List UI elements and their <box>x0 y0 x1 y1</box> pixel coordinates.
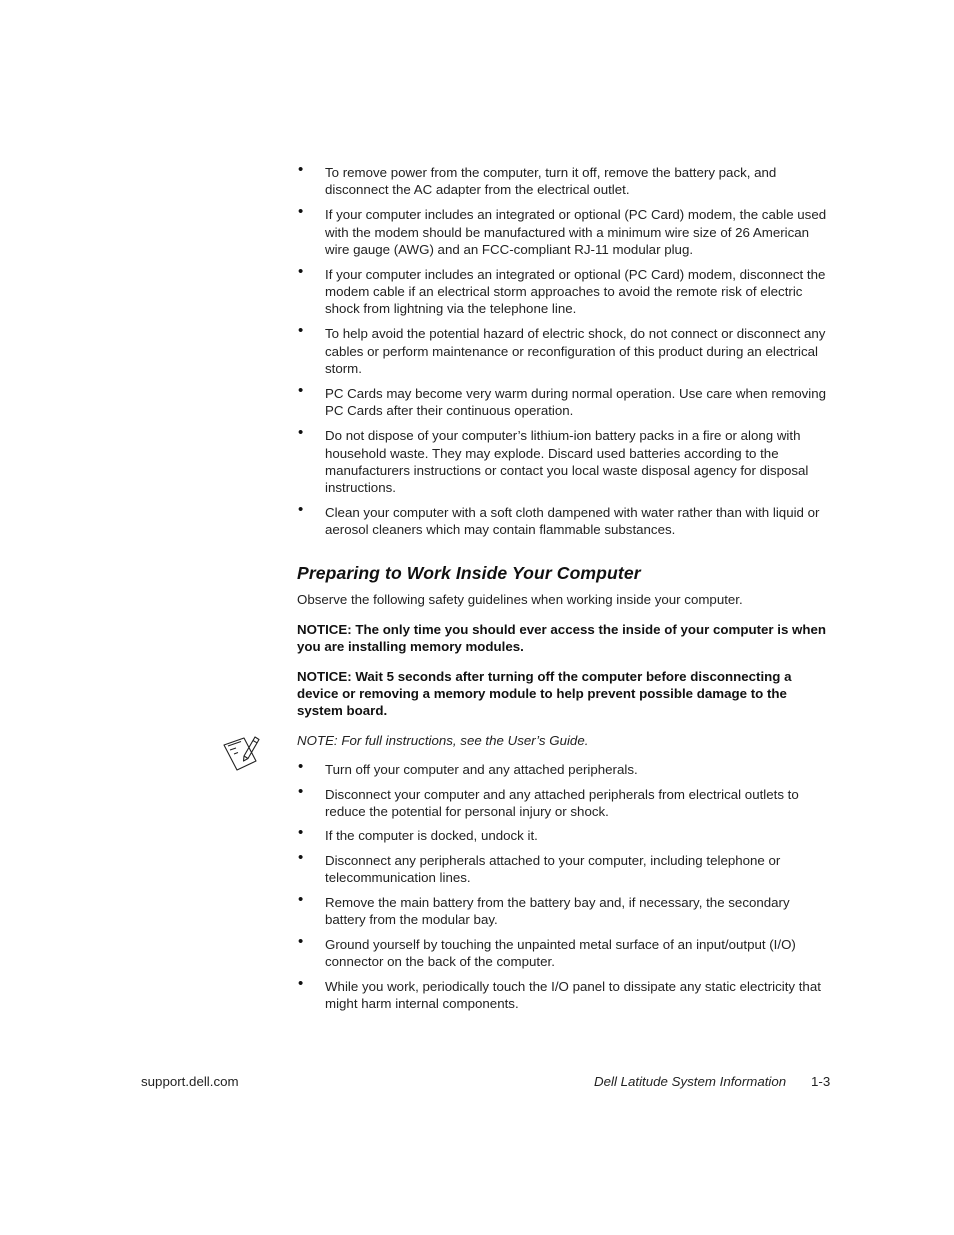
list-item: • Disconnect any peripherals attached to your computer, including telephone or telecommunication lines. <box>297 852 832 887</box>
notice-memory-access: NOTICE: The only time you should ever access the inside of your computer is when you are installing memory modules. <box>297 622 827 655</box>
list-item: • Turn off your computer and any attached peripherals. <box>297 761 832 778</box>
list-item: • Disconnect your computer and any attached peripherals from electrical outlets to reduce the potential for personal injury or shock. <box>297 786 832 821</box>
note-pencil-icon <box>222 733 262 773</box>
notice-wait-seconds: NOTICE: Wait 5 seconds after turning off the computer before disconnecting a device or removing a memory module to help prevent possible damage to the system board. <box>297 669 792 719</box>
list-item: • If your computer includes an integrated or optional (PC Card) modem, the cable used with the modem should be manufactured with a minimum wire size of 26 American wire gauge (AWG) and an FCC-compliant RJ-11 modular plug. <box>297 206 832 258</box>
footer-website: support.dell.com <box>141 1074 239 1089</box>
list-item: • Do not dispose of your computer’s lithium-ion battery packs in a fire or along with household waste. They may explode. Discard used batteries according to the manufacturers instructions or contact you local waste disposal agency for disposal instructions. <box>297 427 832 496</box>
list-item: • While you work, periodically touch the I/O panel to dissipate any static electricity that might harm internal components. <box>297 978 832 1013</box>
page-number: 1-3 <box>811 1074 831 1089</box>
list-item: • Ground yourself by touching the unpainted metal surface of an input/output (I/O) connector on the back of the computer. <box>297 936 832 971</box>
steps-bullet-list <box>297 761 832 1020</box>
note-text: NOTE: For full instructions, see the User’s Guide. <box>297 733 589 748</box>
list-item: • Clean your computer with a soft cloth dampened with water rather than with liquid or aerosol cleaners which may contain flammable substances. <box>297 504 832 539</box>
list-item: • To remove power from the computer, turn it off, remove the battery pack, and disconnect the AC adapter from the electrical outlet. <box>297 164 832 199</box>
safety-bullet-list <box>297 164 832 546</box>
footer-title: Dell Latitude System Information <box>594 1074 787 1089</box>
list-item: • Remove the main battery from the battery bay and, if necessary, the secondary battery from the modular bay. <box>297 894 832 929</box>
list-item: • PC Cards may become very warm during normal operation. Use care when removing PC Cards after their continuous operation. <box>297 385 832 420</box>
list-item: • If the computer is docked, undock it. <box>297 827 832 844</box>
list-item: • If your computer includes an integrated or optional (PC Card) modem, disconnect the modem cable if an electrical storm approaches to avoid the remote risk of electric shock from lightning via the telephone line. <box>297 266 832 318</box>
list-item: • To help avoid the potential hazard of electric shock, do not connect or disconnect any cables or perform maintenance or reconfiguration of this product during an electrical storm. <box>297 325 832 377</box>
section-intro: Observe the following safety guidelines when working inside your computer. <box>297 592 743 607</box>
section-heading: Preparing to Work Inside Your Computer <box>297 563 641 583</box>
